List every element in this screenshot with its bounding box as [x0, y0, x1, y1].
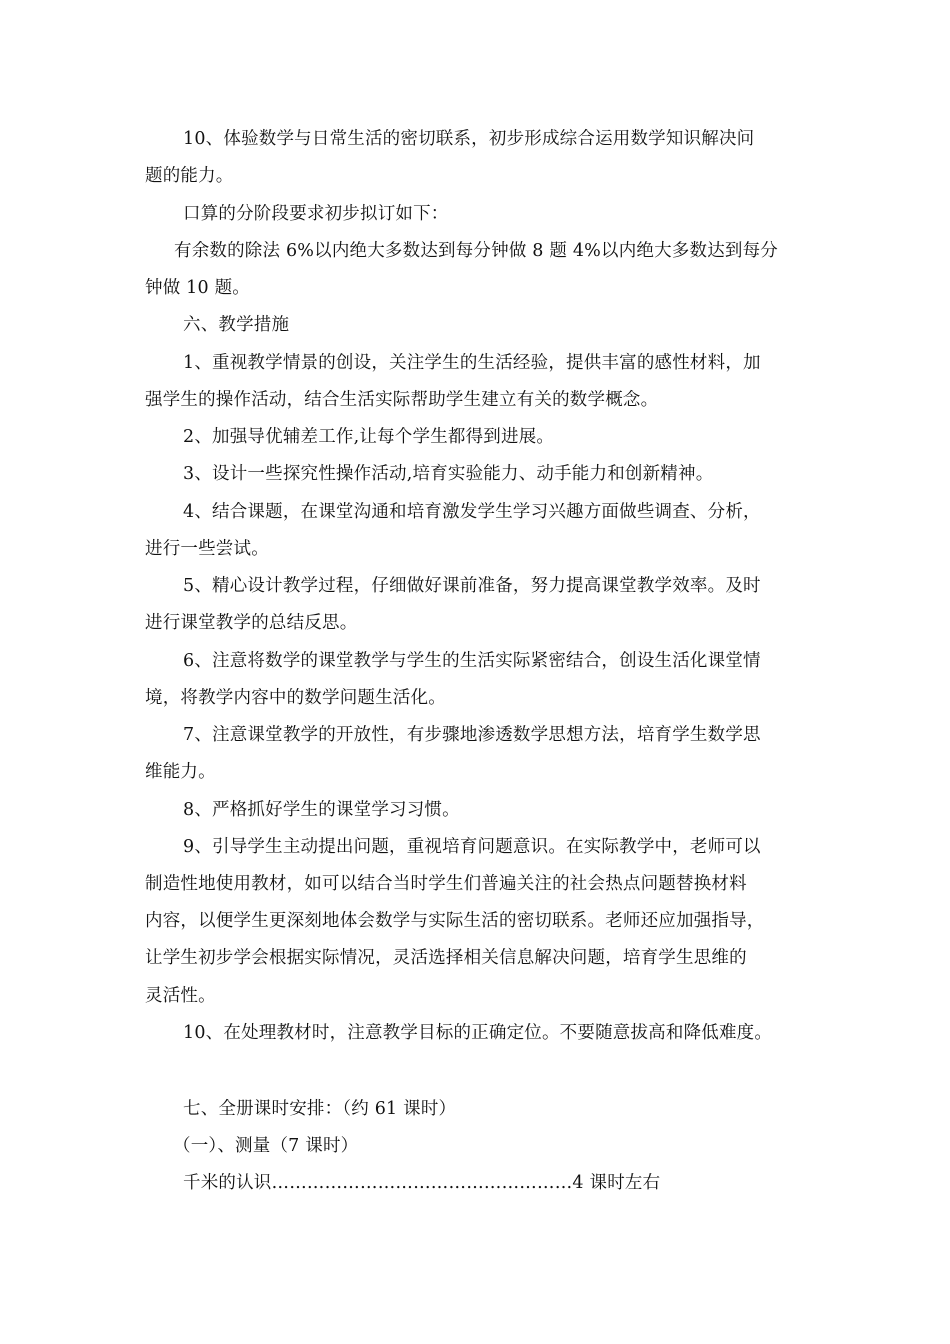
text-line: 8、严格抓好学生的课堂学习习惯。 — [183, 800, 460, 820]
text-line: 4、结合课题，在课堂沟通和培育激发学生学习兴趣方面做些调查、分析， — [183, 502, 761, 522]
text-line: 钟做 10 题。 — [145, 278, 250, 298]
text-line: 5、精心设计教学过程，仔细做好课前准备，努力提高课堂教学效率。及时 — [183, 576, 761, 596]
text-line: 9、引导学生主动提出问题，重视培育问题意识。在实际教学中，老师可以 — [183, 837, 761, 857]
toc-entry: 千米的认识……………………………………………4 课时左右 — [183, 1173, 661, 1193]
text-line: 1、重视教学情景的创设，关注学生的生活经验，提供丰富的感性材料，加 — [183, 353, 761, 373]
text-line: 2、加强导优辅差工作,让每个学生都得到进展。 — [183, 427, 555, 447]
text-line: 境，将教学内容中的数学问题生活化。 — [145, 688, 446, 708]
text-line: 10、体验数学与日常生活的密切联系，初步形成综合运用数学知识解决问 — [183, 129, 755, 149]
text-line: 进行一些尝试。 — [145, 539, 269, 559]
text-line: 强学生的操作活动，结合生活实际帮助学生建立有关的数学概念。 — [145, 390, 659, 410]
section-heading: 七、全册课时安排：（约 61 课时） — [183, 1099, 457, 1119]
text-line: 有余数的除法 6%以内绝大多数达到每分钟做 8 题 4%以内绝大多数达到每分 — [174, 241, 779, 261]
text-line: 让学生初步学会根据实际情况，灵活选择相关信息解决问题，培育学生思维的 — [145, 948, 747, 968]
text-line: 7、注意课堂教学的开放性，有步骤地渗透数学思想方法，培育学生数学思 — [183, 725, 761, 745]
text-line: 题的能力。 — [145, 166, 234, 186]
text-line: 口算的分阶段要求初步拟订如下： — [183, 204, 449, 224]
subsection-heading: （一）、测量（7 课时） — [173, 1136, 359, 1156]
text-line: 3、设计一些探究性操作活动,培育实验能力、动手能力和创新精神。 — [183, 464, 714, 484]
text-line: 内容，以便学生更深刻地体会数学与实际生活的密切联系。老师还应加强指导， — [145, 911, 765, 931]
text-line: 灵活性。 — [145, 986, 216, 1006]
text-line: 维能力。 — [145, 762, 216, 782]
text-line: 制造性地使用教材，如可以结合当时学生们普遍关注的社会热点问题替换材料 — [145, 874, 747, 894]
section-heading: 六、教学措施 — [183, 315, 290, 335]
text-line: 进行课堂教学的总结反思。 — [145, 613, 358, 633]
text-line: 10、在处理教材时，注意教学目标的正确定位。不要随意拔高和降低难度。 — [183, 1023, 773, 1043]
text-line: 6、注意将数学的课堂教学与学生的生活实际紧密结合，创设生活化课堂情 — [183, 651, 761, 671]
